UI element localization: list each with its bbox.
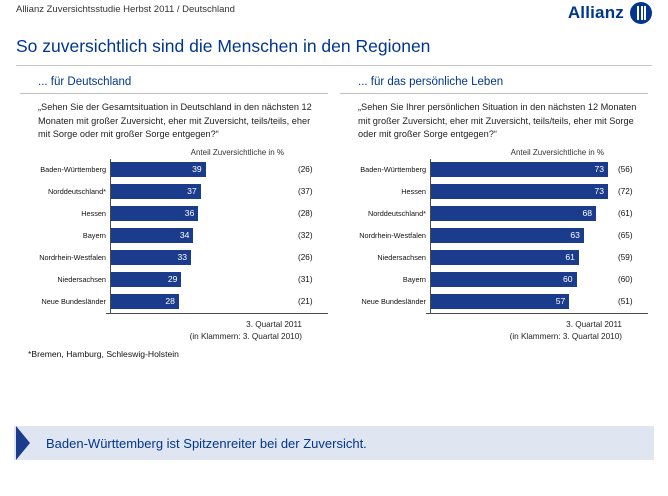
bar [431, 184, 608, 199]
bar-track [430, 181, 613, 203]
bar-category-label: Neue Bundesländer [361, 297, 426, 306]
column-persoenliches-leben [334, 76, 654, 359]
table-row [340, 225, 648, 247]
source-line-1: 3. Quartal 2011 [566, 319, 622, 329]
key-message-text: Baden-Württemberg ist Spitzenreiter bei der Zuversicht. [46, 435, 367, 451]
axis-label-left: Anteil Zuversichtliche in % [190, 147, 284, 157]
column-heading-left: ... für Deutschland [38, 76, 132, 88]
bar-previous-value: (72) [618, 187, 633, 196]
bar-value-label: 63 [570, 230, 580, 240]
axis-label-right: Anteil Zuversichtliche in % [510, 147, 604, 157]
slide-header [14, 0, 654, 30]
table-row [340, 247, 648, 269]
source-line-2: (in Klammern: 3. Quartal 2010) [509, 331, 622, 341]
bar-category-label: Niedersachsen [377, 253, 426, 262]
bar-track [110, 181, 293, 203]
bar-value-label: 57 [555, 296, 566, 306]
column-deutschland [14, 76, 334, 359]
key-message-banner [14, 426, 654, 460]
bar-category-label: Hessen [401, 187, 426, 196]
table-row [20, 269, 328, 291]
table-row [340, 203, 648, 225]
bar-value-label: 39 [192, 164, 202, 174]
question-text-left: „Sehen Sie der Gesamtsituation in Deutschland in den nächsten 12 Monaten mit großer Zuversicht, eher mit Zuversicht, teils/teils, eher mit Sorge oder mit großer Sorge entgegen?“ [38, 102, 312, 139]
bar [431, 228, 584, 243]
bar-track [110, 225, 293, 247]
bar-track [110, 291, 293, 313]
bar-value-label: 73 [594, 164, 605, 174]
column-divider-left [20, 93, 328, 94]
table-row [20, 181, 328, 203]
bar-previous-value: (26) [298, 253, 313, 262]
bar-previous-value: (32) [298, 231, 313, 240]
bar-track [430, 247, 613, 269]
bar-previous-value: (56) [618, 165, 633, 174]
bar-previous-value: (37) [298, 187, 313, 196]
table-row [340, 269, 648, 291]
bar [111, 206, 198, 221]
bar [111, 228, 193, 243]
title-divider [16, 65, 652, 66]
bar-category-label: Norddeutschland* [367, 209, 426, 218]
bar-track [110, 269, 293, 291]
bar-category-label: Nordrhein-Westfalen [359, 231, 426, 240]
bar [111, 294, 179, 309]
table-row [20, 159, 328, 181]
table-row [20, 291, 328, 313]
bar-category-label: Baden-Württemberg [360, 165, 426, 174]
bar-value-label: 37 [187, 186, 197, 196]
bar-value-label: 73 [594, 186, 605, 196]
bar [111, 184, 201, 199]
bar [111, 162, 206, 177]
bar [431, 294, 569, 309]
source-line-2: (in Klammern: 3. Quartal 2010) [189, 331, 302, 341]
bar-track [110, 159, 293, 181]
bar-previous-value: (28) [298, 209, 313, 218]
bar-previous-value: (31) [298, 275, 313, 284]
bar-previous-value: (61) [618, 209, 633, 218]
arrow-right-icon [16, 426, 30, 460]
table-row [20, 247, 328, 269]
bar-track [430, 159, 613, 181]
bar-track [430, 203, 613, 225]
bar-track [110, 203, 293, 225]
bar [431, 162, 608, 177]
bar-value-label: 29 [167, 274, 178, 284]
bar-chart-left [20, 159, 328, 314]
bar-value-label: 33 [177, 252, 188, 262]
chart-baseline-right [426, 313, 648, 314]
table-row [340, 291, 648, 313]
bar [111, 272, 181, 287]
bar-previous-value: (21) [298, 297, 313, 306]
source-line-1: 3. Quartal 2011 [246, 319, 302, 329]
bar-category-label: Niedersachsen [57, 275, 106, 284]
column-heading-right: ... für das persönliche Leben [358, 76, 504, 88]
table-row [20, 203, 328, 225]
bar-value-label: 68 [582, 208, 593, 218]
chart-baseline-left [106, 313, 328, 314]
document-title: Allianz Zuversichtsstudie Herbst 2011 / Deutschland [16, 4, 235, 15]
bar-track [430, 225, 613, 247]
bar-category-label: Bayern [402, 275, 426, 284]
allianz-bars-icon [630, 2, 652, 24]
bar-value-label: 60 [563, 274, 573, 284]
bar-value-label: 36 [184, 208, 195, 218]
bar [431, 250, 579, 265]
bar [431, 206, 596, 221]
bar-previous-value: (65) [618, 231, 633, 240]
column-divider-right [340, 93, 648, 94]
bar-value-label: 28 [165, 296, 175, 306]
chart-source-right [340, 319, 648, 343]
table-row [340, 181, 648, 203]
bar-track [110, 247, 293, 269]
bar-value-label: 34 [179, 230, 190, 240]
bar-category-label: Hessen [81, 209, 106, 218]
allianz-logo [568, 2, 652, 24]
bar-category-label: Nordrhein-Westfalen [39, 253, 106, 262]
footnote: *Bremen, Hamburg, Schleswig-Holstein [28, 348, 179, 359]
bar-category-label: Bayern [82, 231, 106, 240]
bar-category-label: Baden-Württemberg [40, 165, 106, 174]
bar-value-label: 61 [565, 252, 575, 262]
chart-columns [14, 76, 654, 359]
bar-previous-value: (51) [618, 297, 633, 306]
bar-previous-value: (60) [618, 275, 633, 284]
bar [111, 250, 191, 265]
table-row [20, 225, 328, 247]
chart-source-left [20, 319, 328, 343]
bar-track [430, 269, 613, 291]
bar-category-label: Neue Bundesländer [41, 297, 106, 306]
bar-category-label: Norddeutschland* [47, 187, 106, 196]
bar-previous-value: (26) [298, 165, 313, 174]
logo-wordmark: Allianz [567, 3, 624, 22]
table-row [340, 159, 648, 181]
bar-track [430, 291, 613, 313]
question-text-right: „Sehen Sie Ihrer persönlichen Situation in den nächsten 12 Monaten mit großer Zuversicht, eher mit Zuversicht, teils/teils, eher mit Sorge oder mit großer Sorge entgegen?“ [358, 102, 637, 139]
bar-chart-right [340, 159, 648, 314]
page-title: So zuversichtlich sind die Menschen in den Regionen [16, 36, 431, 56]
bar [431, 272, 577, 287]
bar-previous-value: (59) [618, 253, 633, 262]
